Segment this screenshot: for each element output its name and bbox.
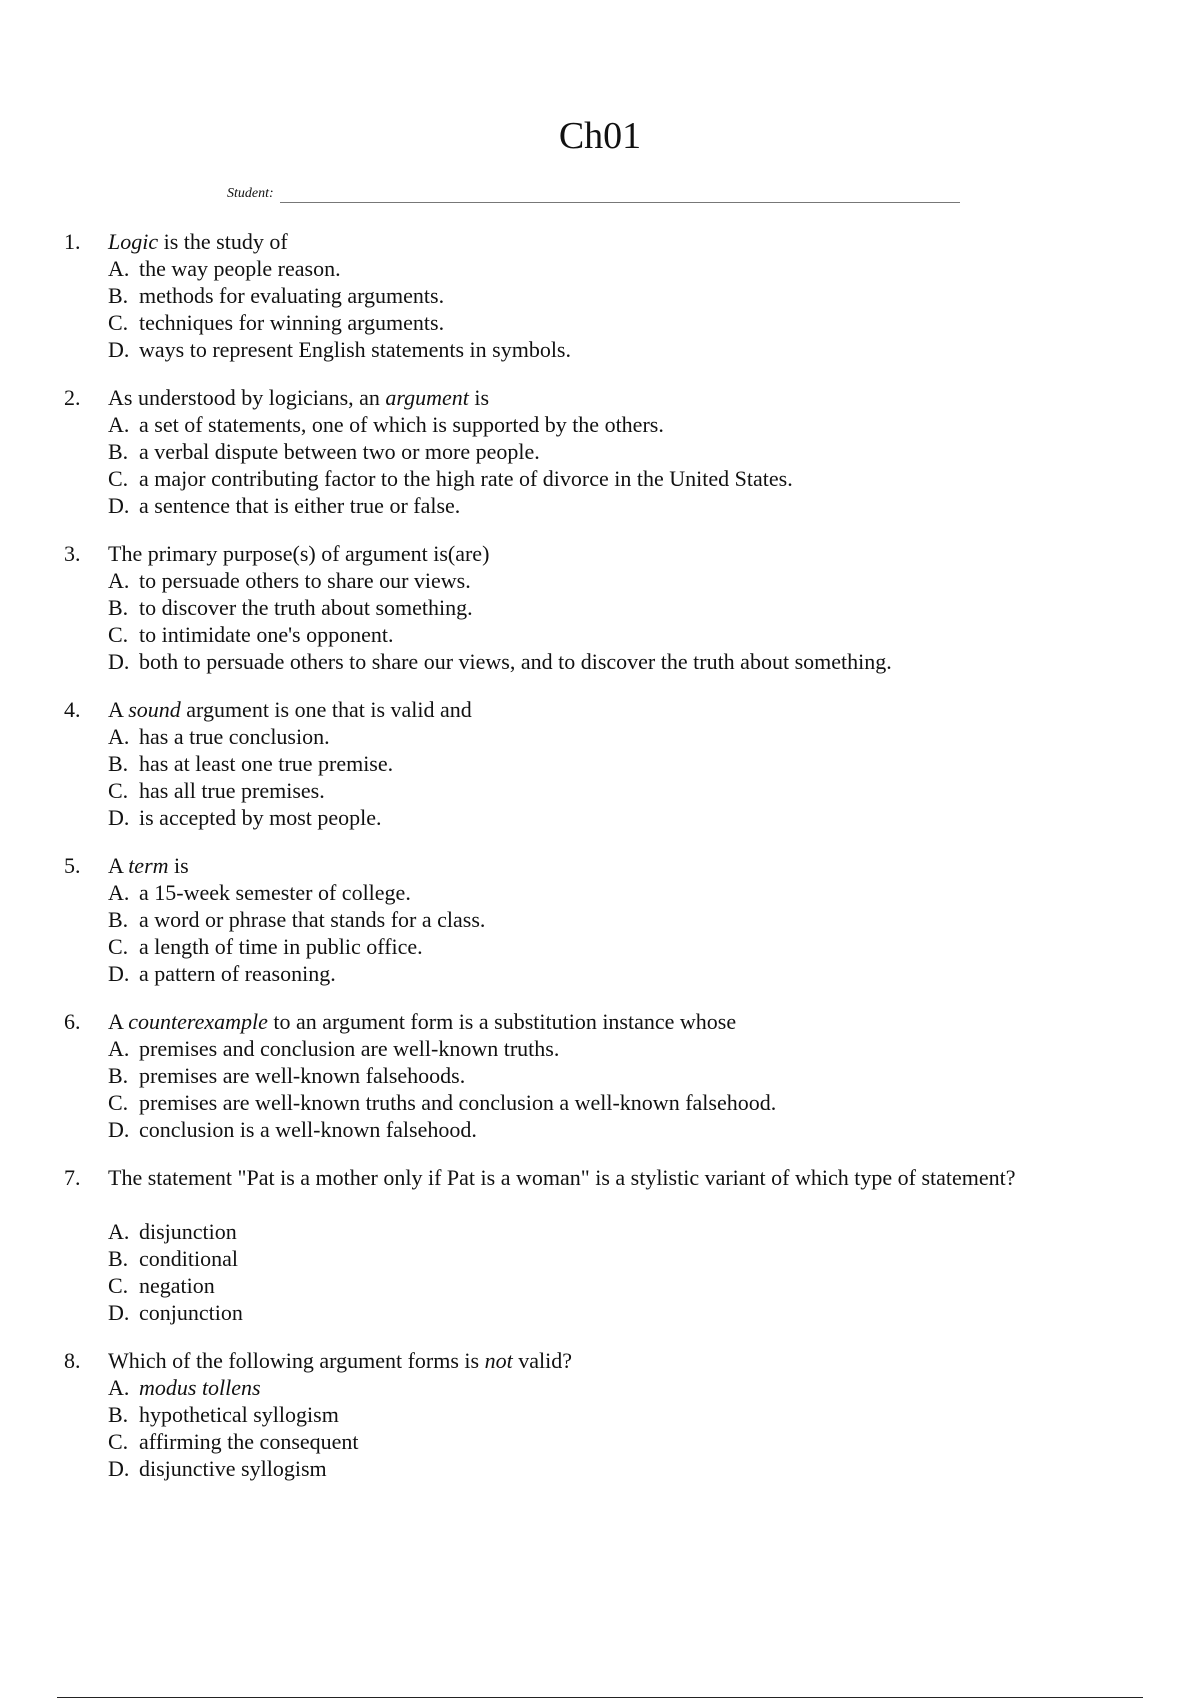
- text-run: conclusion is a well-known falsehood.: [139, 1117, 477, 1142]
- question-body: [108, 1008, 1144, 1143]
- question-body: [108, 228, 1144, 363]
- text-run: premises are well-known truths and conclusion a well-known falsehood.: [139, 1090, 777, 1115]
- question-body: [108, 696, 1144, 831]
- answer-option: [108, 804, 1144, 831]
- option-letter: B.: [108, 751, 129, 776]
- answer-option: [108, 465, 1144, 492]
- text-run: a verbal dispute between two or more people.: [139, 439, 540, 464]
- option-letter: C.: [108, 1429, 129, 1454]
- option-text: [139, 493, 460, 518]
- text-run: has all true premises.: [139, 778, 325, 803]
- italic-text: not: [484, 1348, 513, 1373]
- option-letter: C.: [108, 310, 129, 335]
- text-run: premises are well-known falsehoods.: [139, 1063, 466, 1088]
- question-item: [64, 384, 1144, 519]
- option-letter: A.: [108, 412, 130, 437]
- text-run: argument is one that is valid and: [180, 697, 472, 722]
- option-letter: D.: [108, 493, 130, 518]
- text-run: negation: [139, 1273, 215, 1298]
- option-text: [139, 1402, 339, 1427]
- answer-option: [108, 1245, 1144, 1272]
- option-letter: C.: [108, 1090, 129, 1115]
- option-letter: C.: [108, 934, 129, 959]
- question-number: 4.: [64, 697, 81, 722]
- answer-option: [108, 777, 1144, 804]
- option-text: [139, 778, 325, 803]
- text-run: to an argument form is a substitution instance whose: [267, 1009, 737, 1034]
- option-letter: D.: [108, 805, 130, 830]
- question-item: [64, 1164, 1144, 1326]
- answer-option: [108, 648, 1144, 675]
- question-number: 1.: [64, 229, 81, 254]
- text-run: is the study of: [158, 229, 288, 254]
- text-run: premises and conclusion are well-known truths.: [139, 1036, 560, 1061]
- option-text: [139, 1456, 327, 1481]
- answer-option: [108, 594, 1144, 621]
- text-run: the way people reason.: [139, 256, 341, 281]
- text-run: to discover the truth about something.: [139, 595, 473, 620]
- answer-option: [108, 438, 1144, 465]
- question-item: [64, 696, 1144, 831]
- option-letter: C.: [108, 778, 129, 803]
- option-text: [139, 805, 382, 830]
- option-text: [139, 310, 444, 335]
- option-letter: A.: [108, 1375, 130, 1400]
- option-text: [139, 907, 485, 932]
- italic-text: counterexample: [128, 1009, 268, 1034]
- text-run: conditional: [139, 1246, 238, 1271]
- italic-text: sound: [128, 697, 181, 722]
- option-letter: B.: [108, 595, 129, 620]
- question-number: 7.: [64, 1165, 81, 1190]
- text-run: to intimidate one's opponent.: [139, 622, 394, 647]
- answer-option: [108, 1299, 1144, 1326]
- option-letter: A.: [108, 724, 130, 749]
- question-number: 8.: [64, 1348, 81, 1373]
- option-letter: B.: [108, 907, 129, 932]
- text-run: a word or phrase that stands for a class.: [139, 907, 486, 932]
- option-text: [139, 1036, 559, 1061]
- question-body: [108, 1347, 1144, 1482]
- question-number: 6.: [64, 1009, 81, 1034]
- question-item: [64, 228, 1144, 363]
- answer-option: [108, 336, 1144, 363]
- text-run: to persuade others to share our views.: [139, 568, 471, 593]
- text-run: a 15-week semester of college.: [139, 880, 411, 905]
- option-letter: A.: [108, 568, 130, 593]
- option-letter: D.: [108, 1456, 130, 1481]
- question-list: [64, 228, 1144, 1503]
- text-run: is accepted by most people.: [139, 805, 382, 830]
- text-run: has a true conclusion.: [139, 724, 330, 749]
- text-run: a major contributing factor to the high rate of divorce in the United States.: [139, 466, 793, 491]
- option-text: [139, 1375, 261, 1400]
- option-text: [139, 256, 341, 281]
- italic-text: argument: [385, 385, 469, 410]
- text-run: valid?: [512, 1348, 572, 1373]
- option-text: [139, 337, 571, 362]
- option-text: [139, 1063, 465, 1088]
- text-run: The primary purpose(s) of argument is(are): [108, 541, 490, 566]
- option-letter: B.: [108, 1402, 129, 1427]
- option-text: [139, 412, 664, 437]
- answer-option: [108, 492, 1144, 519]
- answer-option: [108, 282, 1144, 309]
- question-item: [64, 540, 1144, 675]
- question-number: 2.: [64, 385, 81, 410]
- option-letter: C.: [108, 1273, 129, 1298]
- option-letter: D.: [108, 337, 130, 362]
- text-run: a pattern of reasoning.: [139, 961, 336, 986]
- question-item: [64, 852, 1144, 987]
- student-field: [227, 184, 960, 203]
- text-run: A: [108, 853, 129, 878]
- text-run: has at least one true premise.: [139, 751, 394, 776]
- answer-option: [108, 1089, 1144, 1116]
- question-item: [64, 1347, 1144, 1482]
- option-text: [139, 724, 330, 749]
- question-body: [108, 852, 1144, 987]
- question-item: [64, 1008, 1144, 1143]
- option-text: [139, 1246, 238, 1271]
- option-text: [139, 1273, 215, 1298]
- answer-option: [108, 906, 1144, 933]
- text-run: ways to represent English statements in symbols.: [139, 337, 571, 362]
- text-run: techniques for winning arguments.: [139, 310, 445, 335]
- text-run: a set of statements, one of which is supported by the others.: [139, 412, 664, 437]
- text-run: a length of time in public office.: [139, 934, 423, 959]
- question-body: [108, 1164, 1144, 1326]
- option-letter: B.: [108, 439, 129, 464]
- option-text: [139, 880, 411, 905]
- option-text: [139, 439, 540, 464]
- option-text: [139, 1300, 243, 1325]
- option-text: [139, 934, 423, 959]
- answer-option: [108, 1116, 1144, 1143]
- answer-option: [108, 1272, 1144, 1299]
- option-letter: C.: [108, 622, 129, 647]
- answer-option: [108, 1218, 1144, 1245]
- answer-option: [108, 567, 1144, 594]
- option-text: [139, 1429, 359, 1454]
- text-run: Which of the following argument forms is: [108, 1348, 485, 1373]
- option-text: [139, 466, 793, 491]
- text-run: both to persuade others to share our views, and to discover the truth about something.: [139, 649, 892, 674]
- answer-option: [108, 960, 1144, 987]
- footer-divider: [57, 1697, 1143, 1698]
- text-run: affirming the consequent: [139, 1429, 359, 1454]
- answer-option: [108, 1428, 1144, 1455]
- option-text: [139, 1117, 477, 1142]
- text-run: As understood by logicians, an: [108, 385, 386, 410]
- option-text: [139, 961, 336, 986]
- option-text: [139, 622, 393, 647]
- answer-option: [108, 879, 1144, 906]
- option-text: [139, 568, 471, 593]
- answer-option: [108, 411, 1144, 438]
- text-run: disjunction: [139, 1219, 237, 1244]
- option-letter: D.: [108, 1117, 130, 1142]
- answer-option: [108, 1374, 1144, 1401]
- question-stem: [108, 384, 1144, 411]
- option-letter: A.: [108, 1219, 130, 1244]
- option-letter: A.: [108, 1036, 130, 1061]
- question-stem: [108, 1164, 1144, 1191]
- option-text: [139, 1090, 776, 1115]
- option-text: [139, 1219, 237, 1244]
- text-run: is: [468, 385, 490, 410]
- text-run: hypothetical syllogism: [139, 1402, 339, 1427]
- question-stem: [108, 696, 1144, 723]
- question-stem: [108, 540, 1144, 567]
- text-run: methods for evaluating arguments.: [139, 283, 445, 308]
- answer-option: [108, 309, 1144, 336]
- question-stem: [108, 852, 1144, 879]
- italic-text: term: [128, 853, 169, 878]
- text-run: disjunctive syllogism: [139, 1456, 327, 1481]
- option-letter: D.: [108, 961, 130, 986]
- page-title: Ch01: [558, 115, 642, 157]
- question-number: 3.: [64, 541, 81, 566]
- student-label: Student:: [227, 186, 274, 201]
- italic-text: modus tollens: [139, 1375, 261, 1400]
- answer-option: [108, 933, 1144, 960]
- question-body: [108, 384, 1144, 519]
- text-run: is: [168, 853, 189, 878]
- option-letter: B.: [108, 283, 129, 308]
- option-letter: B.: [108, 1246, 129, 1271]
- text-run: a sentence that is either true or false.: [139, 493, 461, 518]
- option-letter: C.: [108, 466, 129, 491]
- option-text: [139, 751, 393, 776]
- answer-option: [108, 750, 1144, 777]
- option-text: [139, 649, 892, 674]
- answer-option: [108, 1455, 1144, 1482]
- option-letter: A.: [108, 880, 130, 905]
- text-run: A: [108, 697, 129, 722]
- answer-option: [108, 255, 1144, 282]
- student-name-blank[interactable]: [280, 184, 960, 203]
- answer-option: [108, 1062, 1144, 1089]
- italic-text: Logic: [108, 229, 159, 254]
- option-text: [139, 595, 473, 620]
- option-letter: A.: [108, 256, 130, 281]
- question-stem: [108, 228, 1144, 255]
- question-number: 5.: [64, 853, 81, 878]
- option-letter: D.: [108, 1300, 130, 1325]
- option-text: [139, 283, 444, 308]
- text-run: conjunction: [139, 1300, 243, 1325]
- answer-option: [108, 1401, 1144, 1428]
- question-stem: [108, 1347, 1144, 1374]
- answer-option: [108, 1035, 1144, 1062]
- answer-option: [108, 621, 1144, 648]
- option-letter: B.: [108, 1063, 129, 1088]
- option-letter: D.: [108, 649, 130, 674]
- question-body: [108, 540, 1144, 675]
- answer-option: [108, 723, 1144, 750]
- text-run: The statement "Pat is a mother only if Pat is a woman" is a stylistic variant of which type of statement?: [108, 1165, 1016, 1190]
- question-stem: [108, 1008, 1144, 1035]
- text-run: A: [108, 1009, 129, 1034]
